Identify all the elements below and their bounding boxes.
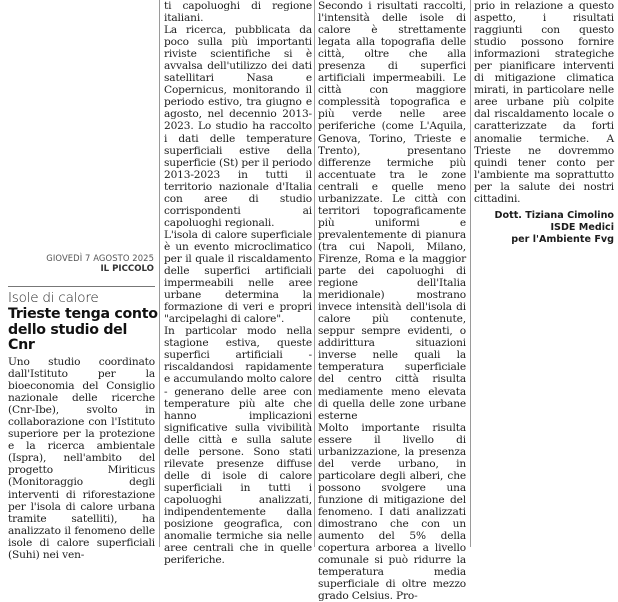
article-kicker: Isole di calore bbox=[8, 290, 99, 306]
article-column-2 bbox=[164, 0, 312, 567]
article-headline: Trieste tenga conto dello studio del Cnr bbox=[8, 306, 158, 353]
column-rule bbox=[159, 0, 160, 547]
publication-source: IL PICCOLO bbox=[100, 264, 154, 274]
dateline bbox=[8, 253, 154, 275]
article-column-4 bbox=[474, 0, 614, 547]
paragraph: prio in relazione a questo aspetto, i risultati raggiunti con questo studio possono fornire informazioni strategiche per pianificare interventi di mitigazione climatica mirati, in particolare nelle aree urbane più colpite dal riscaldamento locale o caratterizzate da forti anomalie termiche. A Trieste ne dovremmo quindi tener conto per l'ambiente ma soprattutto per la salute dei nostri cittadini. bbox=[474, 0, 614, 205]
paragraph: In particolar modo nella stagione estiva, queste superfici artificiali - riscaldandosi rapidamente e accumulando molto calore - generano delle aree con temperature più alte che hanno implicazioni significative sulla vivibilità delle città e sulla salute delle persone. Sono stati rilevate presenze diffuse delle di isole di calore superficiali in tutti i capoluoghi analizzati, indipendentemente dalla posizione geografica, con anomalie termiche sia nelle aree centrali che in quelle periferiche. bbox=[164, 325, 312, 567]
column-rule bbox=[470, 0, 471, 547]
author-signature bbox=[474, 210, 614, 246]
paragraph: L'isola di calore superficiale è un evento microclimatico per il quale il riscaldamento delle superfici artificiali impermeabili nelle aree urbane determina la formazione di veri e propri "arcipelaghi di calore". bbox=[164, 228, 312, 326]
author-organization: ISDE Medici bbox=[550, 221, 614, 233]
publication-date: GIOVEDÌ 7 AGOSTO 2025 bbox=[46, 253, 154, 263]
paragraph: Molto importante risulta essere il livello di urbanizzazione, la presenza del verde urbano, in particolare degli alberi, che possono svolgere una funzione di mitigazione del fenomeno. I dati analizzati dimostrano che con un aumento del 5% della copertura arborea a livello comunale si può ridurre la temperatura media superficiale di oltre mezzo grado Celsius. Pro- bbox=[318, 421, 466, 602]
paragraph: ti capoluoghi di regione italiani. bbox=[164, 0, 312, 25]
author-name: Dott. Tiziana Cimolino bbox=[494, 209, 614, 221]
section-divider bbox=[8, 286, 155, 287]
article-column-3 bbox=[318, 0, 466, 602]
paragraph: La ricerca, pubblicata da poco sulla più importanti riviste scientifiche si è avvalsa dell'utilizzo dei dati satellitari Nasa e Copernicus, monitorando il periodo estivo, tra giugno e agosto, nel decennio 2013-2023. Lo studio ha raccolto i dati delle temperature superficiali estive della superficie (St) per il periodo 2013-2023 in tutti il territorio nazionale d'Italia con aree di studio corrispondenti ai capoluoghi regionali. bbox=[164, 24, 312, 229]
paragraph: Uno studio coordinato dall'Istituto per la bioeconomia del Consiglio nazionale delle ricerche (Cnr-Ibe), svolto in collaborazione con l'Istituto superiore per la protezione e la ricerca ambientale (Ispra), nell'ambito del progetto Miriticus (Monitoraggio degli interventi di riforestazione per l'isola di calore urbana tramite satelliti), ha analizzato il fenomeno delle isole di calore superficiali (Suhi) nei ven- bbox=[8, 356, 155, 561]
column-rule bbox=[314, 0, 315, 547]
article-column-1 bbox=[8, 356, 155, 561]
paragraph: Secondo i risultati raccolti, l'intensità delle isole di calore è strettamente legata alla topografia delle città, oltre che alla presenza di superfici artificiali impermeabili. Le città con maggiore complessità topografica e più verde nelle aree periferiche (come L'Aquila, Genova, Torino, Trieste e Trento), presentano differenze termiche più accentuate tra le zone centrali e quelle meno urbanizzate. Le città con territori topograficamente più uniformi e prevalentemente di pianura (tra cui Napoli, Milano, Firenze, Roma e la maggior parte dei capoluoghi di regione dell'Italia meridionale) mostrano invece intensità dell'isola di calore più contenute, seppur sempre evidenti, o addirittura situazioni inverse nelle quali la temperatura superficiale del centro città risulta mediamente meno elevata di quella delle zone urbane esterne bbox=[318, 0, 466, 422]
author-organization-line2: per l'Ambiente Fvg bbox=[511, 233, 614, 245]
